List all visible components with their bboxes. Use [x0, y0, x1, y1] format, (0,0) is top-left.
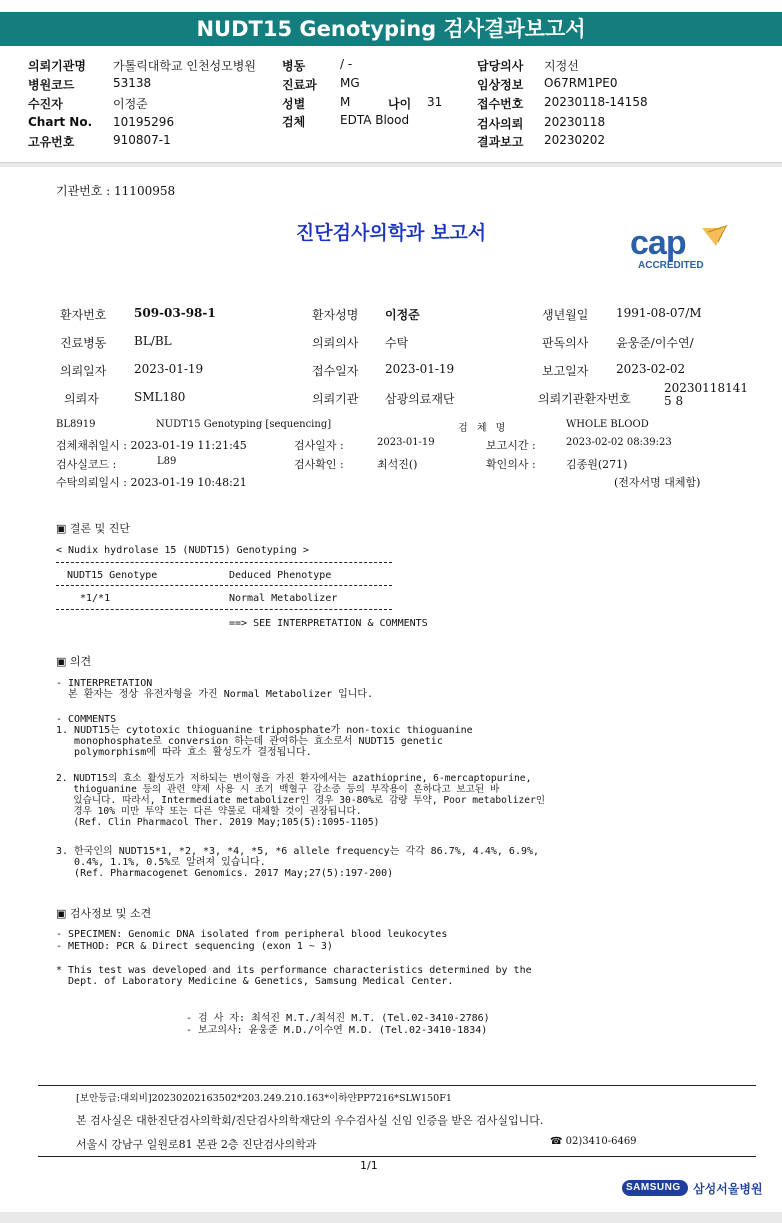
samsung-logo [622, 1180, 688, 1196]
label-receipt-no: 접수번호 [477, 97, 524, 111]
label-treatment-ward: 진료병동 [60, 336, 107, 350]
header-info [0, 52, 782, 152]
interpretation-text: 본 환자는 정상 유전자형을 가진 Normal Metabolizer 입니다. [56, 689, 374, 700]
value-ward: / - [340, 57, 353, 71]
label-requesting-org: 의뢰기관 [312, 392, 359, 406]
value-birthdate: 1991-08-07/M [616, 306, 702, 320]
see-interpretation: ==> SEE INTERPRETATION & COMMENTS [229, 618, 428, 629]
value-clinical-info: O67RM1PE0 [544, 76, 618, 90]
development-note: * This test was developed and its performance characteristics determined by the Dept. of Laboratory Medicine & Genetics, Samsung Medical Center. [56, 965, 532, 987]
conclusion-heading: ▣ 결론 및 진단 [56, 522, 131, 535]
col-genotype: NUDT15 Genotype [67, 570, 158, 581]
label-test-confirm: 검사확인 : [294, 458, 344, 471]
label-test-request: 검사의뢰 [477, 117, 524, 131]
value-request-date: 2023-01-19 [134, 362, 204, 376]
hospital-name: 삼성서울병원 [693, 1182, 763, 1196]
reporter-info: - 보고의사: 윤웅준 M.D./이수연 M.D. (Tel.02-3410-1834) [186, 1025, 488, 1036]
value-report-date: 2023-02-02 [616, 362, 686, 376]
footer-top-rule [38, 1085, 756, 1086]
label-reading-doctor: 판독의사 [542, 336, 589, 350]
collection-datetime: 검체채취일시 : 2023-01-19 11:21:45 [56, 439, 247, 452]
certification-statement: 본 검사실은 대한진단검사의학회/진단검사의학재단의 우수검사실 신임 인증을 받은 검사실입니다. [76, 1114, 544, 1127]
value-doctor: 지정선 [544, 59, 579, 73]
label-sex: 성별 [282, 97, 306, 111]
comments-label: - COMMENTS [56, 714, 117, 725]
value-requesting-institution: 가톨릭대학교 인천성모병원 [113, 59, 256, 73]
value-patient-fullname: 이정준 [385, 308, 420, 322]
comment-2: 2. NUDT15의 효소 활성도가 저하되는 변이형을 가진 환자에서는 azathioprine, 6-mercaptopurine, thioguanine 등의 관련 약제 사용 시 조기 백혈구 감소증 등의 부작용이 흔하다고 보고된 바 있습니다. 따라서, Intermediate metabolizer인 경우 30-80%로 감량 투약, Poor metabolizer인 경우 10% 미만 투약 또는 다른 약물로 대체할 것이 권장됩니다. (Ref. Clin Pharmacol Ther. 2019 May;105(5):1095-1105) [56, 773, 546, 828]
page-bottom-margin [0, 1212, 782, 1223]
label-hospital-code: 병원코드 [28, 78, 75, 92]
value-patient-no: 509-03-98-1 [134, 306, 216, 320]
label-test-date: 검사일자 : [294, 439, 344, 452]
consignment-datetime: 수탁의뢰일시 : 2023-01-19 10:48:21 [56, 476, 247, 489]
table-top-rule [56, 562, 392, 563]
lab-phone: ☎ 02)3410-6469 [550, 1136, 637, 1147]
method-description: - METHOD: PCR & Direct sequencing (exon 1 ~ 3) [56, 941, 333, 952]
value-report-time: 2023-02-02 08:39:23 [566, 437, 672, 448]
label-receipt-date: 접수일자 [312, 364, 359, 378]
label-doctor: 담당의사 [477, 59, 524, 73]
label-specimen-name: 검 체 명 [458, 423, 506, 434]
security-line: [보안등급:대외비]20230202163502*203.249.210.163*이하얀PP7216*SLW150F1 [76, 1093, 452, 1104]
header-separator [0, 162, 782, 167]
institution-number: 기관번호 : 11100958 [56, 184, 176, 198]
value-result-report: 20230202 [544, 133, 606, 147]
value-unique-no: 910807-1 [113, 133, 171, 147]
electronic-signature-note: (전자서명 대체함) [614, 476, 701, 489]
value-requesting-org: 삼광의료재단 [385, 392, 455, 406]
value-treatment-ward: BL/BL [134, 334, 172, 348]
interpretation-label: - INTERPRETATION [56, 678, 153, 689]
label-patient-name: 수진자 [28, 97, 63, 111]
value-test-date: 2023-01-19 [377, 437, 435, 448]
label-result-report: 결과보고 [477, 135, 524, 149]
label-age: 나이 [388, 97, 412, 111]
tester-info: - 검 사 자: 최석진 M.T./최석진 M.T. (Tel.02-3410-2786) [186, 1013, 490, 1024]
genotype-result: *1/*1 [80, 593, 111, 604]
value-requester: SML180 [134, 390, 186, 404]
lab-address: 서울시 강남구 일원로81 본관 2층 진단검사의학과 [76, 1138, 317, 1151]
conclusion-subtitle: < Nudix hydrolase 15 (NUDT15) Genotyping > [56, 545, 309, 556]
value-reading-doctor: 윤웅준/이수연/ [616, 336, 694, 350]
specimen-description: - SPECIMEN: Genomic DNA isolated from peripheral blood leukocytes [56, 929, 448, 940]
test-code: BL8919 [56, 419, 96, 430]
value-receipt-date: 2023-01-19 [385, 362, 455, 376]
label-report-time: 보고시간 : [486, 439, 536, 452]
value-specimen-name: WHOLE BLOOD [566, 419, 649, 430]
value-confirm-doctor: 김종원(271) [566, 458, 628, 471]
samsung-logo-text: SAMSUNG [626, 1182, 681, 1193]
cap-accredited-text: ACCREDITED [638, 260, 704, 271]
label-requester: 의뢰자 [64, 392, 99, 406]
label-patient-no: 환자번호 [60, 308, 107, 322]
cap-accredited-logo [626, 222, 736, 274]
label-specimen: 검체 [282, 115, 306, 129]
value-age: 31 [427, 95, 443, 109]
label-department: 진료과 [282, 78, 317, 92]
value-test-request: 20230118 [544, 115, 606, 129]
col-phenotype: Deduced Phenotype [229, 570, 332, 581]
label-ward: 병동 [282, 59, 306, 73]
label-request-date: 의뢰일자 [60, 364, 107, 378]
value-patient-name: 이정준 [113, 97, 148, 111]
value-hospital-code: 53138 [113, 76, 152, 90]
value-department: MG [340, 76, 360, 90]
label-unique-no: 고유번호 [28, 135, 75, 149]
footer-bottom-rule [38, 1156, 756, 1157]
report-title: 진단검사의학과 보고서 [295, 222, 487, 244]
test-name: NUDT15 Genotyping [sequencing] [156, 419, 332, 430]
label-requesting-institution: 의뢰기관명 [28, 59, 86, 73]
table-header-rule [56, 585, 392, 586]
label-report-date: 보고일자 [542, 364, 589, 378]
table-bottom-rule [56, 609, 392, 610]
label-org-patient-no: 의뢰기관환자번호 [538, 392, 631, 406]
opinion-heading: ▣ 의견 [56, 655, 92, 668]
info-heading: ▣ 검사정보 및 소견 [56, 907, 152, 920]
value-test-confirm: 최석진() [377, 458, 418, 471]
label-clinical-info: 임상정보 [477, 78, 524, 92]
label-requesting-doctor: 의뢰의사 [312, 336, 359, 350]
phenotype-result: Normal Metabolizer [229, 593, 338, 604]
value-sex: M [340, 95, 351, 109]
cap-logo-text: cap [630, 224, 686, 262]
comment-3: 3. 한국인의 NUDT15*1, *2, *3, *4, *5, *6 allele frequency는 각각 86.7%, 4.4%, 6.9%, 0.4%, 1.1%, 0.5%로 알려져 있습니다. (Ref. Pharmacogenet Genomics. 2017 May;27(5):197-200) [56, 846, 540, 879]
value-requesting-doctor: 수탁 [385, 336, 409, 350]
value-specimen: EDTA Blood [340, 113, 410, 127]
value-chart-no: 10195296 [113, 115, 175, 129]
label-birthdate: 생년월일 [542, 308, 589, 322]
value-lab-code: L89 [157, 456, 177, 467]
comment-1: 1. NUDT15는 cytotoxic thioguanine triphosphate가 non-toxic thioguanine monophosphate로 conversion 하는데 관여하는 효소로서 NUDT15 genetic polymorphism에 따라 효소 활성도가 결정됩니다. [56, 725, 473, 758]
page-number: 1/1 [360, 1159, 378, 1172]
label-lab-code: 검사실코드 : [56, 458, 117, 471]
label-confirm-doctor: 확인의사 : [486, 458, 536, 471]
label-patient-fullname: 환자성명 [312, 308, 359, 322]
label-chart-no: Chart No. [28, 115, 93, 129]
value-receipt-no: 20230118-14158 [544, 95, 648, 109]
value-org-patient-no: 202301181415 8 [664, 381, 748, 408]
report-title-bar: NUDT15 Genotyping 검사결과보고서 [0, 12, 782, 46]
